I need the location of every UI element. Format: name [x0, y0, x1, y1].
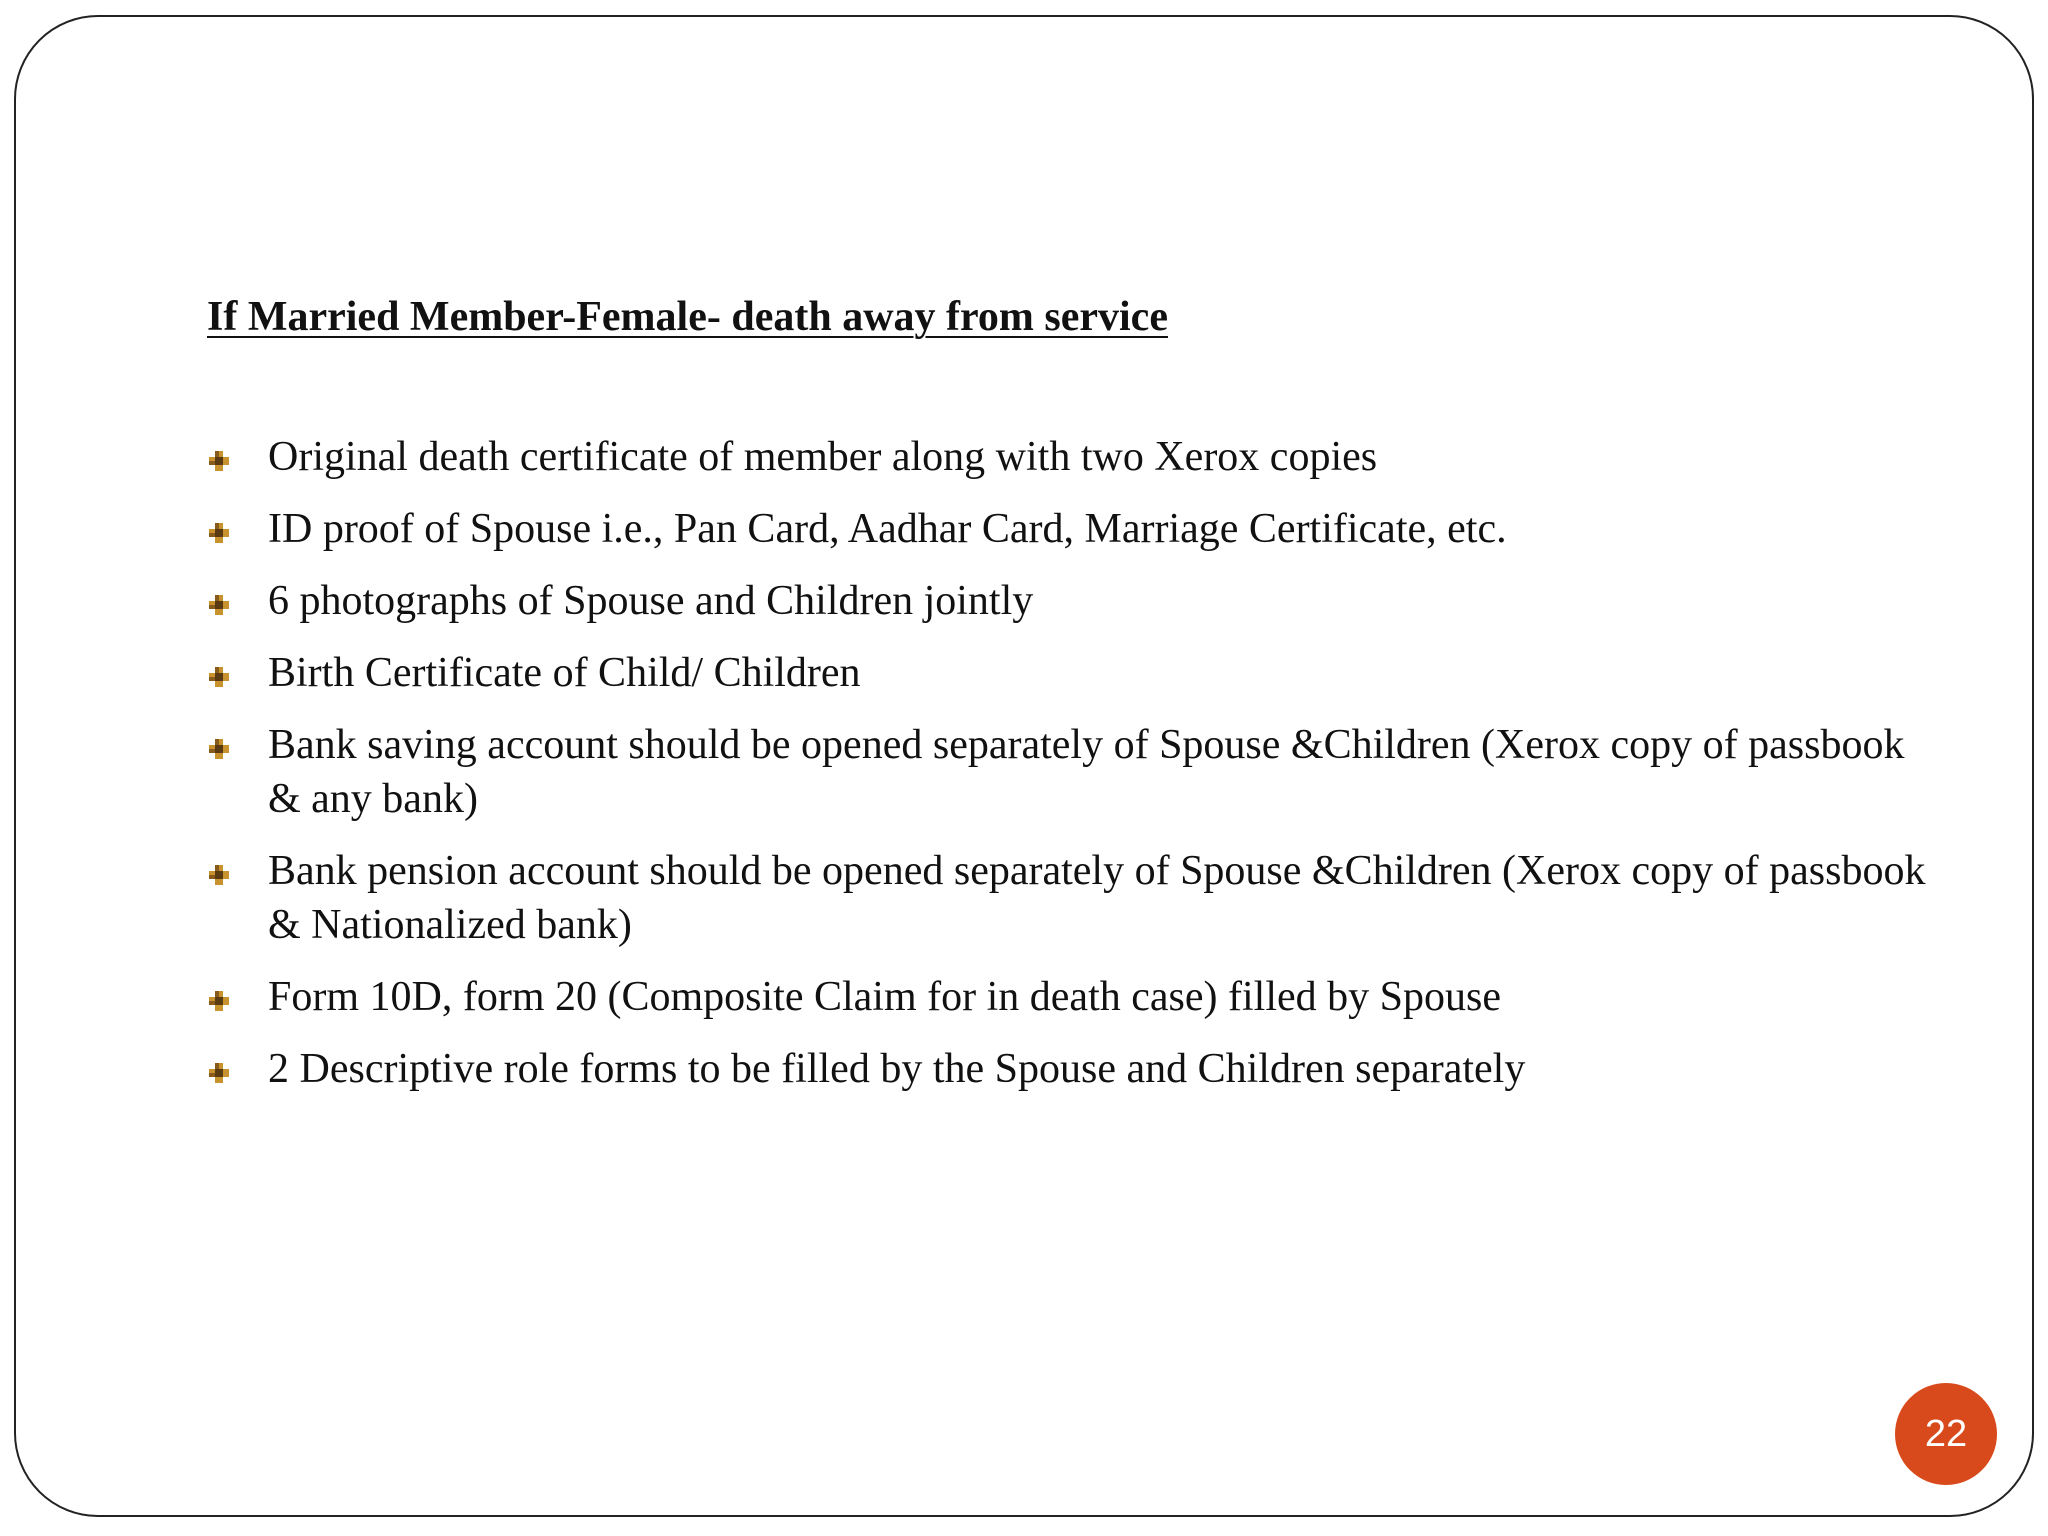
page-number-badge: 22	[1895, 1383, 1997, 1485]
square-cross-bullet-icon	[207, 593, 231, 617]
bullet-list	[207, 430, 1927, 1096]
list-item-text: Bank saving account should be opened separately of Spouse &Children (Xerox copy of passbook & any bank)	[268, 722, 1905, 822]
square-cross-bullet-icon	[207, 989, 231, 1013]
slide-content	[207, 290, 1927, 1114]
square-cross-bullet-icon	[207, 737, 231, 761]
list-item	[207, 1042, 1927, 1096]
list-item-text: Bank pension account should be opened separately of Spouse &Children (Xerox copy of passbook & Nationalized bank)	[268, 848, 1926, 948]
list-item	[207, 844, 1927, 952]
slide-heading: If Married Member-Female- death away from service	[207, 294, 1168, 340]
square-cross-bullet-icon	[207, 863, 231, 887]
list-item	[207, 430, 1927, 484]
list-item-text: Form 10D, form 20 (Composite Claim for in death case) filled by Spouse	[268, 974, 1501, 1020]
list-item-text: 2 Descriptive role forms to be filled by the Spouse and Children separately	[268, 1046, 1526, 1092]
list-item-text: ID proof of Spouse i.e., Pan Card, Aadhar Card, Marriage Certificate, etc.	[268, 506, 1507, 552]
list-item	[207, 574, 1927, 628]
list-item-text: Birth Certificate of Child/ Children	[268, 650, 861, 696]
square-cross-bullet-icon	[207, 521, 231, 545]
list-item	[207, 970, 1927, 1024]
list-item	[207, 718, 1927, 826]
list-item	[207, 646, 1927, 700]
list-item-text: Original death certificate of member along with two Xerox copies	[268, 434, 1378, 480]
list-item	[207, 502, 1927, 556]
square-cross-bullet-icon	[207, 1061, 231, 1085]
square-cross-bullet-icon	[207, 449, 231, 473]
list-item-text: 6 photographs of Spouse and Children jointly	[268, 578, 1034, 624]
square-cross-bullet-icon	[207, 665, 231, 689]
